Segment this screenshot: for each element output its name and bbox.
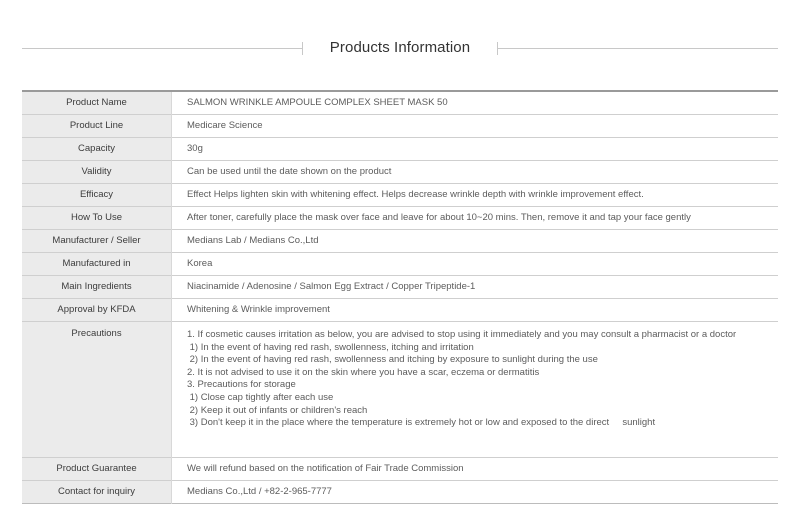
section-header bbox=[22, 36, 778, 62]
table-row bbox=[22, 184, 778, 207]
precaution-line: 1. If cosmetic causes irritation as below, you are advised to stop using it immediately and you may consult a pharmacist or a doctor bbox=[187, 329, 737, 340]
precautions-text bbox=[172, 322, 779, 458]
row-value: Medians Co.,Ltd / +82-2-965-7777 bbox=[172, 481, 779, 504]
row-label: Efficacy bbox=[22, 184, 172, 207]
precaution-line: 1) In the event of having red rash, swollenness, itching and irritation bbox=[187, 341, 474, 353]
row-value: We will refund based on the notification of Fair Trade Commission bbox=[172, 458, 779, 481]
row-value: After toner, carefully place the mask over face and leave for about 10~20 mins. Then, remove it and tap your face gently bbox=[172, 207, 779, 230]
row-label: Main Ingredients bbox=[22, 276, 172, 299]
table-row bbox=[22, 253, 778, 276]
row-label: Approval by KFDA bbox=[22, 299, 172, 322]
precautions-label: Precautions bbox=[22, 322, 172, 458]
row-value: 30g bbox=[172, 138, 779, 161]
row-value: Medians Lab / Medians Co.,Ltd bbox=[172, 230, 779, 253]
row-value: Niacinamide / Adenosine / Salmon Egg Extract / Copper Tripeptide-1 bbox=[172, 276, 779, 299]
row-label: Product Line bbox=[22, 115, 172, 138]
table-row bbox=[22, 230, 778, 253]
row-value: Medicare Science bbox=[172, 115, 779, 138]
table-row bbox=[22, 115, 778, 138]
precaution-line: 2) Keep it out of infants or children's reach bbox=[187, 404, 368, 416]
table-row bbox=[22, 299, 778, 322]
row-label: Validity bbox=[22, 161, 172, 184]
page-title: Products Information bbox=[329, 39, 471, 56]
row-value: Whitening & Wrinkle improvement bbox=[172, 299, 779, 322]
product-info-table bbox=[22, 90, 778, 504]
table-row bbox=[22, 91, 778, 115]
row-label: How To Use bbox=[22, 207, 172, 230]
precautions-row bbox=[22, 322, 778, 458]
row-value: SALMON WRINKLE AMPOULE COMPLEX SHEET MASK 50 bbox=[187, 96, 448, 108]
table-row bbox=[22, 481, 778, 504]
table-row bbox=[22, 138, 778, 161]
precaution-line: 2. It is not advised to use it on the skin where you have a scar, eczema or dermatitis bbox=[187, 366, 540, 378]
row-label: Product Name bbox=[22, 91, 172, 115]
table-row bbox=[22, 161, 778, 184]
precaution-line: 1) Close cap tightly after each use bbox=[187, 391, 334, 403]
row-label: Manufacturer / Seller bbox=[22, 230, 172, 253]
row-label: Capacity bbox=[22, 138, 172, 161]
row-label: Product Guarantee bbox=[22, 458, 172, 481]
precaution-line: 3. Precautions for storage bbox=[187, 379, 296, 391]
row-label: Manufactured in bbox=[22, 253, 172, 276]
header-rule-right bbox=[498, 48, 778, 49]
row-value: Can be used until the date shown on the product bbox=[172, 161, 779, 184]
row-label: Contact for inquiry bbox=[22, 481, 172, 504]
row-value: Korea bbox=[172, 253, 779, 276]
table-row bbox=[22, 458, 778, 481]
row-value: Effect Helps lighten skin with whitening effect. Helps decrease wrinkle depth with wrinkle improvement effect. bbox=[172, 184, 779, 207]
table-row bbox=[22, 276, 778, 299]
precaution-line: 2) In the event of having red rash, swollenness and itching by exposure to sunlight during the use bbox=[187, 354, 598, 366]
table-row bbox=[22, 207, 778, 230]
precaution-line: 3) Don't keep it in the place where the temperature is extremely hot or low and exposed to the direct sunlight bbox=[187, 417, 656, 429]
